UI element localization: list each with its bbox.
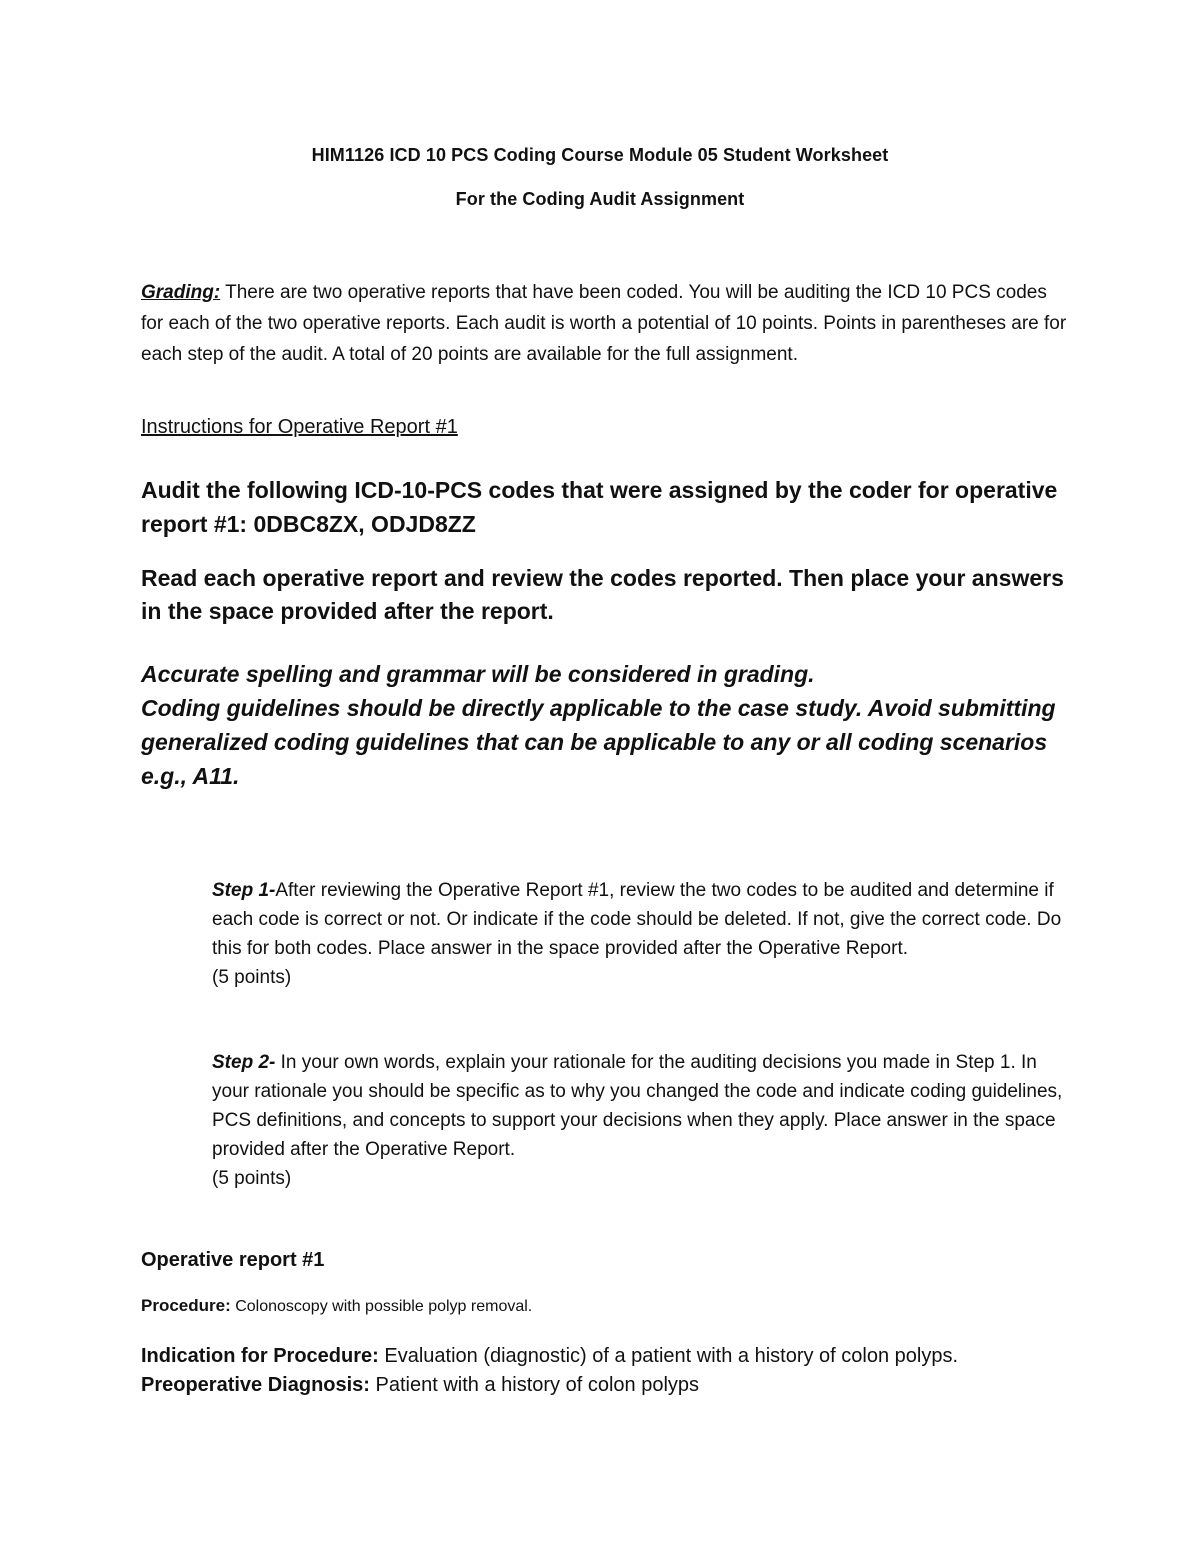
grading-text: There are two operative reports that have been coded. You will be auditing the ICD 10 PCS codes for each of the two operative reports. Each audit is worth a potential of 10 points. Points in parentheses are for each step of the audit. A total of 20 points are available for the full assignment. bbox=[141, 282, 1067, 365]
step-1 bbox=[212, 876, 1072, 992]
step-2-points: (5 points) bbox=[212, 1168, 292, 1189]
preop-diagnosis-text: Patient with a history of colon polyps bbox=[369, 1374, 700, 1396]
step-2-text: In your own words, explain your rationale for the auditing decisions you made in Step 1. In your rationale you should be specific as to why you changed the code and indicate coding guidelines, PCS definitions, and concepts to support your decisions when they apply. Place answer in the space provided after the Operative Report. bbox=[212, 1052, 1063, 1160]
spelling-note: Accurate spelling and grammar will be considered in grading. bbox=[141, 661, 815, 687]
document-subtitle: For the Coding Audit Assignment bbox=[455, 189, 745, 209]
grading-paragraph bbox=[141, 277, 1071, 370]
guidelines-note: Coding guidelines should be directly applicable to the case study. Avoid submitting generalized coding guidelines that can be applicable to any or all coding scenarios e.g., A11. bbox=[141, 695, 1056, 789]
step-2 bbox=[212, 1048, 1072, 1193]
audit-codes-instruction: Audit the following ICD-10-PCS codes that were assigned by the coder for operative report #1: 0DBC8ZX, ODJD8ZZ bbox=[141, 477, 1058, 537]
step-1-points: (5 points) bbox=[212, 967, 292, 988]
procedure-line bbox=[141, 1296, 1071, 1316]
indication-label: Indication for Procedure: bbox=[141, 1345, 379, 1367]
grading-note bbox=[141, 657, 1071, 793]
preop-diagnosis-label: Preoperative Diagnosis: bbox=[141, 1374, 370, 1396]
instructions-heading: Instructions for Operative Report #1 bbox=[141, 416, 458, 438]
document-title: HIM1126 ICD 10 PCS Coding Course Module 05 Student Worksheet bbox=[311, 145, 889, 165]
indication-line bbox=[141, 1342, 1071, 1371]
step-2-label: Step 2- bbox=[212, 1052, 276, 1073]
indication-block bbox=[141, 1342, 1071, 1400]
operative-report-heading: Operative report #1 bbox=[141, 1249, 325, 1271]
step-1-label: Step 1- bbox=[212, 880, 276, 901]
procedure-label: Procedure: bbox=[141, 1296, 231, 1315]
preop-diagnosis-line bbox=[141, 1371, 1071, 1400]
procedure-text: Colonoscopy with possible polyp removal. bbox=[230, 1298, 533, 1315]
grading-label: Grading: bbox=[141, 282, 221, 303]
read-report-instruction: Read each operative report and review the codes reported. Then place your answers in the space provided after the report. bbox=[141, 565, 1064, 624]
indication-text: Evaluation (diagnostic) of a patient with a history of colon polyps. bbox=[378, 1345, 959, 1367]
step-1-text: After reviewing the Operative Report #1, review the two codes to be audited and determine if each code is correct or not. Or indicate if the code should be deleted. If not, give the correct code. Do this for both codes. Place answer in the space provided after the Operative Report. bbox=[212, 880, 1062, 959]
